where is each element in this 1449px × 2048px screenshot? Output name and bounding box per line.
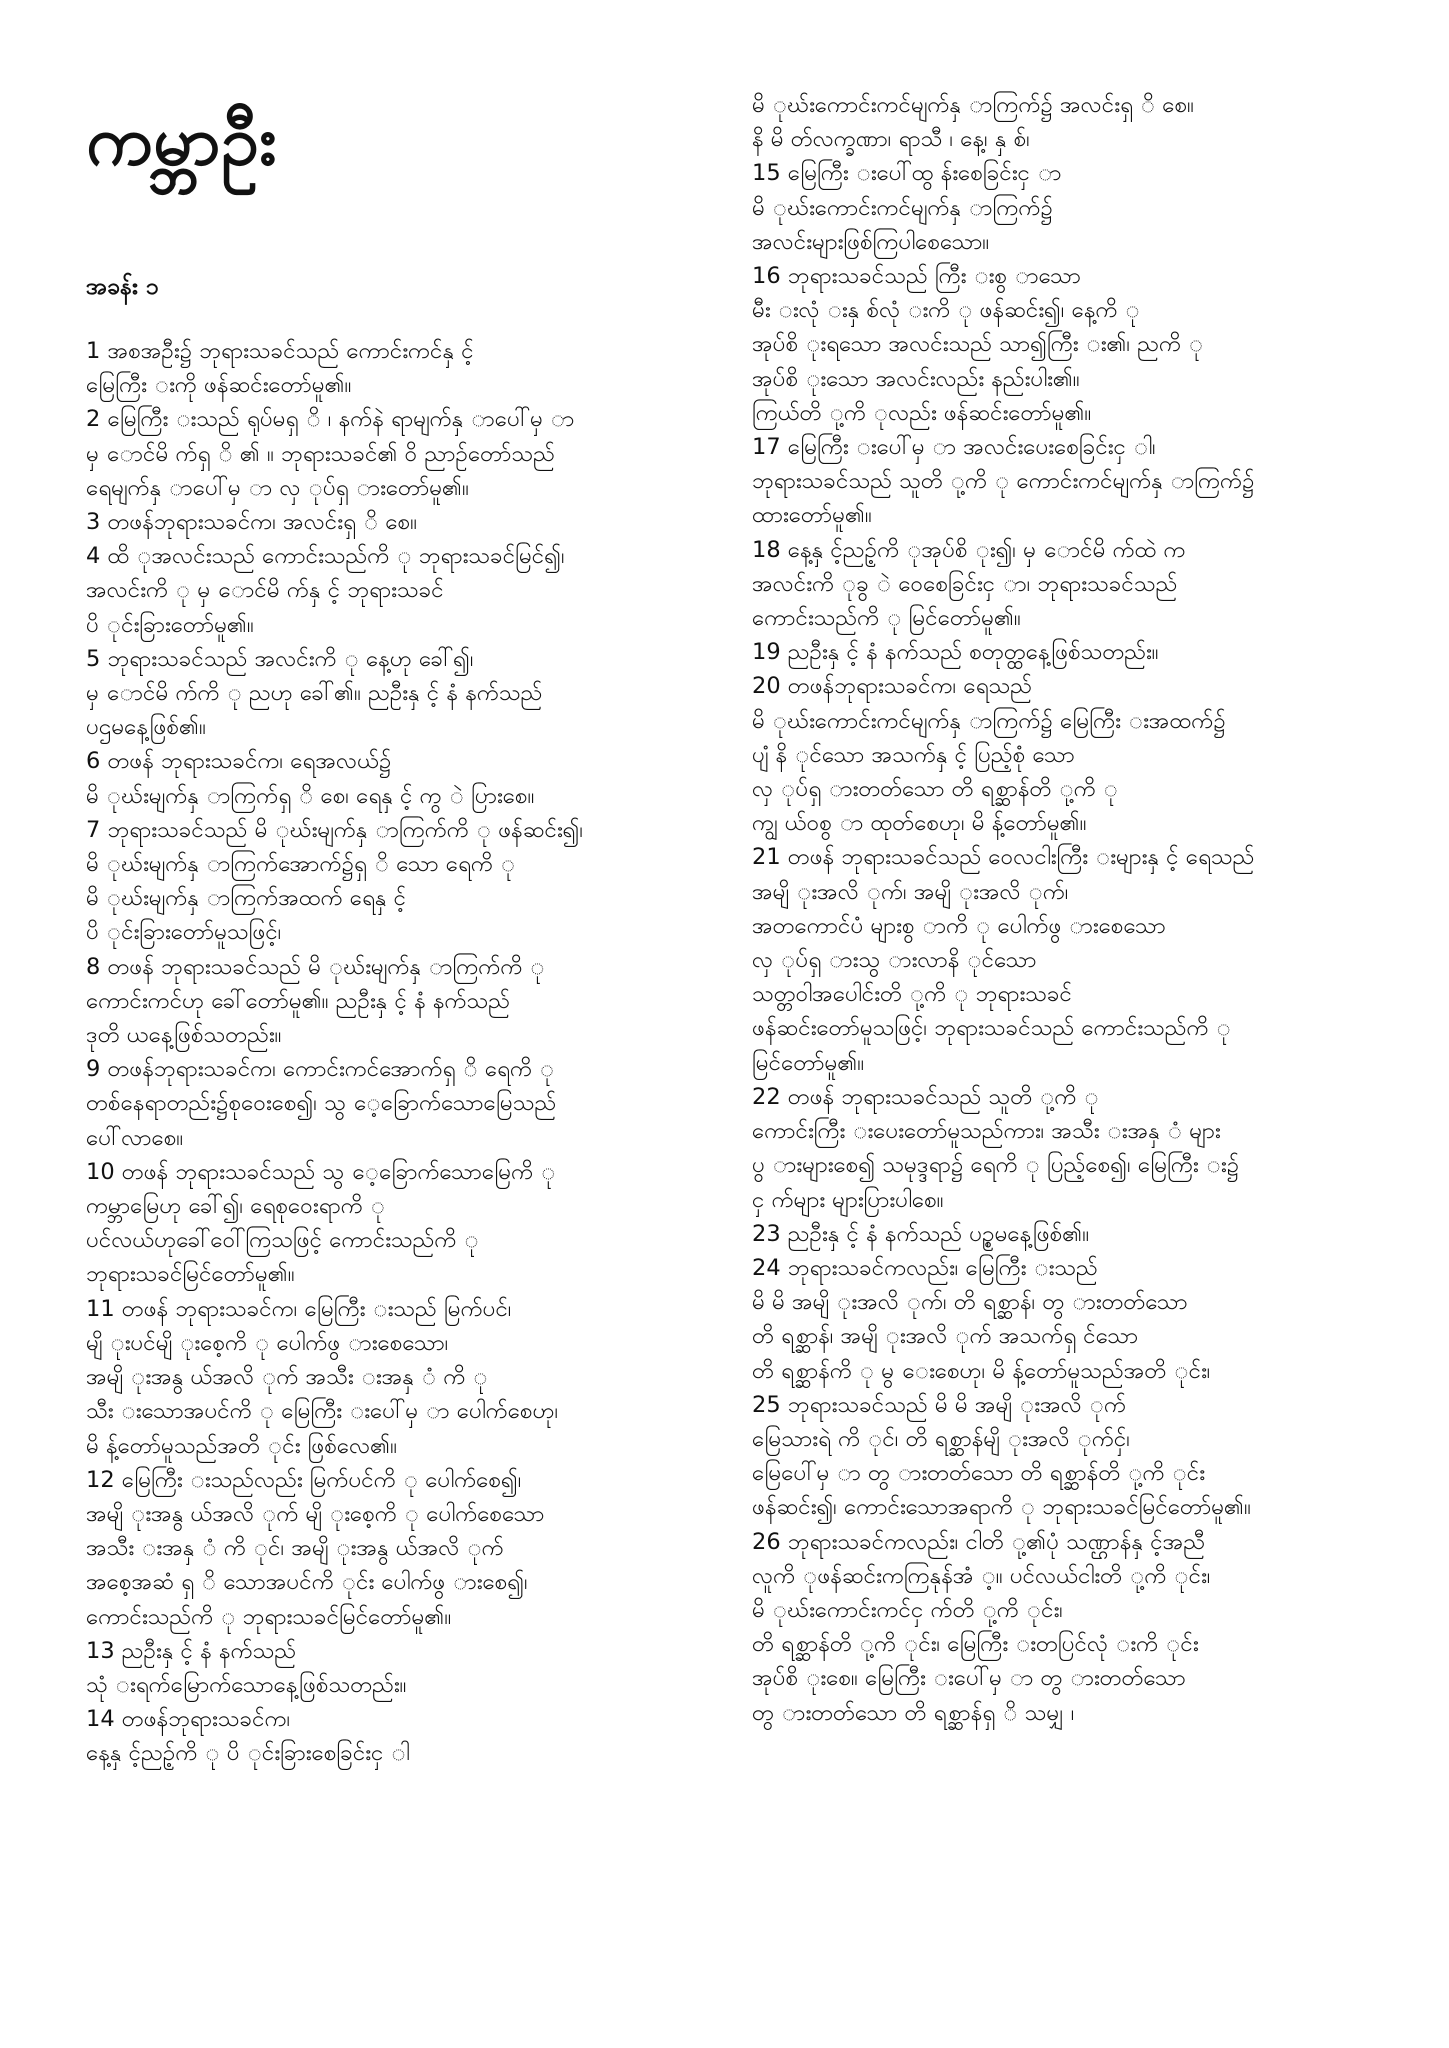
text-line: ဘုရားသခင်မြင်တော်မူ၏။ [86, 1261, 295, 1288]
text-line: မိ ုဃ်းကောင်းကင်မျက်နှ ာကြက်၌ အလင်းရှ ိ စေ။ [752, 92, 1194, 118]
text-line: မျိ ုးပင်မျိ ုးစေ့ကိ ု ပေါက်ဖွ ားစေသော၊ [86, 1329, 449, 1356]
text-line: 3 တဖန်ဘုရားသခင်က၊ အလင်းရှ ိ စေ။ [86, 509, 418, 536]
text-line: 6 တဖန် ဘုရားသခင်က၊ ရေအလယ်၌ [86, 748, 392, 775]
text-line: တိ ရစ္ဆာန်တိ ု့ကိ ုင်း၊ မြေကြီး းတပြင်လုံ းကိ ုင်း [752, 1631, 1199, 1658]
text-line: 18 နေ့နှ င့်ညဉ့်ကိ ုအုပ်စိ ုး၍၊ မှ ောင်မိ က်ထဲ က [752, 536, 1186, 563]
text-line: သုံ းရက်မြောက်သောနေ့ဖြစ်သတည်း။ [86, 1671, 407, 1698]
text-line: 22 တဖန် ဘုရားသခင်သည် သူတိ ု့ကိ ု [752, 1083, 1099, 1110]
text-line: မှ ောင်မိ က်ကိ ု ညဟု ခေါ်၏။ ညဦးနှ င့် နံ နက်သည် [86, 680, 543, 707]
text-line: မိ န့်တော်မူသည်အတိ ုင်း ဖြစ်လေ၏။ [86, 1432, 398, 1459]
left-column-text [86, 334, 706, 1771]
text-line: တိ ရစ္ဆာန်ကိ ု မွ ေးစေဟု၊ မိ န့်တော်မူသည်အတိ ုင်း၊ [752, 1357, 1211, 1384]
text-line: မြင်တော်မူ၏။ [752, 1049, 865, 1076]
text-line: မိ ုဃ်းမျက်နှ ာကြက်အောက်၌ရှ ိ သော ရေကိ ု [86, 851, 516, 878]
text-line: 16 ဘုရားသခင်သည် ကြီး းစွ ာသော [752, 263, 1081, 290]
text-line: မိ ုဃ်းမျက်နှ ာကြက်အထက် ရေနှ င့် [86, 885, 407, 912]
text-line: မှ ောင်မိ က်ရှ ိ ၏ ။ ဘုရားသခင်၏ ဝိ ညာဉ်တော်သည် [86, 440, 555, 467]
text-line: ဘုရားသခင်သည် သူတိ ု့ကိ ု ကောင်းကင်မျက်နှ ာကြက်၌ [752, 468, 1255, 495]
text-line: ကျွ ယ်ဝစွ ာ ထုတ်စေဟု၊ မိ န့်တော်မူ၏။ [752, 810, 1087, 837]
book-title: ကမ္ဘာဦး [86, 102, 278, 181]
text-line: ပေါ်လာစေ။ [86, 1124, 184, 1151]
text-line: တိ ရစ္ဆာန်၊ အမျိ ုးအလိ ုက် အသက်ရှ င်သော [752, 1323, 1139, 1350]
text-line: သီး းသောအပင်ကိ ု မြေကြီး းပေါ်မှ ာ ပေါက်စေဟု၊ [86, 1398, 559, 1425]
text-line: 2 မြေကြီး းသည် ရုပ်မရှ ိ ၊ နက်နဲ ရာမျက်နှ ာပေါ်မှ ာ [86, 406, 575, 433]
text-line: 1 အစအဦး၌ ဘုရားသခင်သည် ကောင်းကင်နှ င့် [86, 338, 474, 364]
text-line: အုပ်စိ ုးစေ။ မြေကြီး းပေါ်မှ ာ တွ ားတတ်သော [752, 1665, 1186, 1692]
text-line: အလင်းကိ ုခွ ဲ ဝေစေခြင်းငှ ာ၊ ဘုရားသခင်သည် [752, 570, 1178, 597]
right-column-text [752, 88, 1392, 1730]
text-line: ကောင်းသည်ကိ ု မြင်တော်မူ၏။ [752, 605, 1021, 632]
text-line: 25 ဘုရားသခင်သည် မိ မိ အမျိ ုးအလိ ုက် [752, 1391, 1126, 1418]
text-line: ဖန်ဆင်း၍၊ ကောင်းသောအရာကိ ု ဘုရားသခင်မြင်တော်မူ၏။ [752, 1494, 1251, 1521]
text-line: 5 ဘုရားသခင်သည် အလင်းကိ ု နေ့ဟု ခေါ်၍၊ [86, 645, 474, 672]
text-line: အမျိ ုးအနွ ယ်အလိ ုက် အသီး းအနှ ံ ကိ ု [86, 1364, 488, 1391]
text-line: 23 ညဦးနှ င့် နံ နက်သည် ပဉ္စမနေ့ဖြစ်၏။ [752, 1220, 1090, 1247]
text-line: လှ ုပ်ရှ ားတတ်သော တိ ရစ္ဆာန်တိ ု့ကိ ု [752, 776, 1118, 803]
text-line: ကြယ်တိ ု့ကိ ုလည်း ဖန်ဆင်းတော်မူ၏။ [752, 399, 1092, 426]
text-line: 15 မြေကြီး းပေါ်ထွ န်းစေခြင်းငှ ာ [752, 160, 1062, 187]
text-line: 14 တဖန်ဘုရားသခင်က၊ [86, 1706, 291, 1733]
text-line: 9 တဖန်ဘုရားသခင်က၊ ကောင်းကင်အောက်ရှ ိ ရေကိ ု [86, 1056, 555, 1083]
text-line: 20 တဖန်ဘုရားသခင်က၊ ရေသည် [752, 673, 1032, 700]
text-line: အတကောင်ပံ များစွ ာကိ ု ပေါက်ဖွ ားစေသော [752, 912, 1166, 939]
text-line: နေ့နှ င့်ညဉ့်ကိ ု ပိ ုင်းခြားစေခြင်းငှ ါ [86, 1740, 410, 1767]
chapter-heading: အခန်း ၁ [86, 274, 159, 300]
text-line: ကောင်းသည်ကိ ု ဘုရားသခင်မြင်တော်မူ၏။ [86, 1603, 452, 1630]
text-line: 26 ဘုရားသခင်ကလည်း၊ ငါတိ ု့၏ပုံ သဏ္ဌာန်နှ င့်အညီ [752, 1528, 1206, 1555]
text-line: ကောင်းကြီး းပေးတော်မူသည်ကား၊ အသီး းအနှ ံ များ [752, 1118, 1221, 1145]
text-line: ပျံ နိ ုင်သော အသက်နှ င့် ပြည့်စုံ သော [752, 741, 1075, 768]
text-line: ပိ ုင်းခြားတော်မူသဖြင့်၊ [86, 919, 282, 946]
text-line: မိ ုဃ်းကောင်းကင်မျက်နှ ာကြက်၌ [752, 194, 1053, 221]
text-line: မိ ုဃ်းကောင်းကင်ငှ က်တိ ု့ကိ ုင်း၊ [752, 1596, 1063, 1623]
text-line: အလင်းများဖြစ်ကြပါစေသော။ [752, 228, 990, 255]
text-line: လှ ုပ်ရှ ားသွ ားလာနိ ုင်သော [752, 947, 1037, 974]
text-line: မိ ုဃ်းမျက်နှ ာကြက်ရှ ိ စေ၊ ရေနှ င့် ကွ ဲ ပြားစေ။ [86, 782, 535, 809]
text-line: ကောင်းကင်ဟု ခေါ်တော်မူ၏။ ညဦးနှ င့် နံ နက်သည် [86, 987, 511, 1014]
text-line: အမျိ ုးအလိ ုက်၊ အမျိ ုးအလိ ုက်၊ [752, 878, 1069, 905]
text-line: 24 ဘုရားသခင်ကလည်း၊ မြေကြီး းသည် [752, 1254, 1098, 1281]
text-line: ထားတော်မူ၏။ [752, 502, 872, 529]
text-line: မီး းလုံ းနှ စ်လုံ းကိ ု ဖန်ဆင်း၍၊ နေ့ကိ ု [752, 297, 1140, 324]
text-line: 12 မြေကြီး းသည်လည်း မြက်ပင်ကိ ု ပေါက်စေ၍၊ [86, 1466, 522, 1493]
text-line: 4 ထိ ုအလင်းသည် ကောင်းသည်ကိ ု ဘုရားသခင်မြင်၍၊ [86, 543, 565, 570]
text-line: 10 တဖန် ဘုရားသခင်သည် သွ ေ့ခြောက်သောမြေကိ ု [86, 1158, 556, 1185]
text-line: မြေသားရဲ ကိ ုင်၊ တိ ရစ္ဆာန်မျိ ုးအလိ ုက်ငှ်၊ [752, 1425, 1130, 1452]
text-line: အသီး းအနှ ံ ကိ ုင်၊ အမျိ ုးအနွ ယ်အလိ ုက် [86, 1535, 504, 1562]
text-line: ကမ္ဘာမြေဟု ခေါ်၍၊ ရေစုဝေးရာကိ ု [86, 1193, 386, 1220]
text-line: သတ္တဝါအပေါင်းတိ ု့ကိ ု ဘုရားသခင် [752, 981, 1073, 1008]
text-line: မြေကြီး းကို ဖန်ဆင်းတော်မူ၏။ [86, 372, 352, 399]
text-line: အလင်းကိ ု မှ ောင်မိ က်နှ င့် ဘုရားသခင် [86, 577, 444, 604]
text-line: ငှ က်များ များပြားပါစေ။ [752, 1186, 944, 1213]
text-line: 7 ဘုရားသခင်သည် မိ ုဃ်းမျက်နှ ာကြက်ကိ ု ဖန်ဆင်း၍၊ [86, 816, 584, 843]
text-line: 17 မြေကြီး းပေါ်မှ ာ အလင်းပေးစေခြင်းငှ ါ၊ [752, 434, 1156, 461]
text-line: 19 ညဦးနှ င့် နံ နက်သည် စတုတ္ထနေ့ဖြစ်သတည်း။ [752, 639, 1159, 666]
text-line: မိ ုဃ်းကောင်းကင်မျက်နှ ာကြက်၌ မြေကြီး းအထက်၌ [752, 707, 1226, 734]
text-line: ဒုတိ ယနေ့ဖြစ်သတည်း။ [86, 1022, 282, 1049]
text-line: တစ်နေရာတည်း၌စုဝေးစေ၍၊ သွ ေ့ခြောက်သောမြေသည် [86, 1090, 557, 1117]
text-line: လူကိ ုဖန်ဆင်းကကြနုန်အံ ့။ ပင်လယ်ငါးတိ ု့ကိ ုင်း၊ [752, 1562, 1211, 1589]
text-line: အစေ့အဆံ ရှ ိ သောအပင်ကိ ုင်း ပေါက်ဖွ ားစေ၍၊ [86, 1569, 528, 1596]
text-line: 21 တဖန် ဘုရားသခင်သည် ဝေလငါးကြီး းများနှ င့် ရေသည် [752, 844, 1255, 871]
text-line: ပင်လယ်ဟုခေါ်ဝေါ်ကြသဖြင့် ကောင်းသည်ကိ ု [86, 1227, 479, 1254]
text-line: အုပ်စိ ုးသော အလင်းလည်း နည်းပါး၏။ [752, 365, 1080, 392]
text-line: 13 ညဦးနှ င့် နံ နက်သည် [86, 1637, 297, 1664]
text-line: ပဌမနေ့ဖြစ်၏။ [86, 714, 206, 741]
text-line: ပိ ုင်းခြားတော်မူ၏။ [86, 611, 254, 638]
text-line: 8 တဖန် ဘုရားသခင်သည် မိ ုဃ်းမျက်နှ ာကြက်ကိ ု [86, 953, 545, 980]
text-line: ရေမျက်နှ ာပေါ်မှ ာ လှ ုပ်ရှ ားတော်မူ၏။ [86, 474, 469, 501]
text-line: တွ ားတတ်သော တိ ရစ္ဆာန်ရှ ိ သမျှ ၊ [752, 1699, 1075, 1726]
text-line: 11 တဖန် ဘုရားသခင်က၊ မြေကြီး းသည် မြက်ပင်၊ [86, 1295, 512, 1322]
text-line: နိ မိ တ်လက္ခဏာ၊ ရာသီ ၊ နေ့၊ နှ စ်၊ [752, 126, 1030, 153]
text-line: မိ မိ အမျိ ုးအလိ ုက်၊ တိ ရစ္ဆာန်၊ တွ ားတတ်သော [752, 1289, 1188, 1316]
text-line: ပွ ားများစေ၍ သမုဒ္ဒရာ၌ ရေကိ ု ပြည့်စေ၍၊ မြေကြီး း၌ [752, 1152, 1240, 1179]
text-line: အုပ်စိ ုးရသော အလင်းသည် သာ၍ကြီး း၏၊ ညကိ ု [752, 331, 1204, 358]
text-line: မြေပေါ်မှ ာ တွ ားတတ်သော တိ ရစ္ဆာန်တိ ု့ကိ ုင်း [752, 1460, 1205, 1487]
text-line: အမျိ ုးအနွ ယ်အလိ ုက် မျိ ုးစေ့ကိ ု ပေါက်စေသော [86, 1500, 545, 1527]
text-line: ဖန်ဆင်းတော်မူသဖြင့်၊ ဘုရားသခင်သည် ကောင်းသည်ကိ ု [752, 1015, 1231, 1042]
